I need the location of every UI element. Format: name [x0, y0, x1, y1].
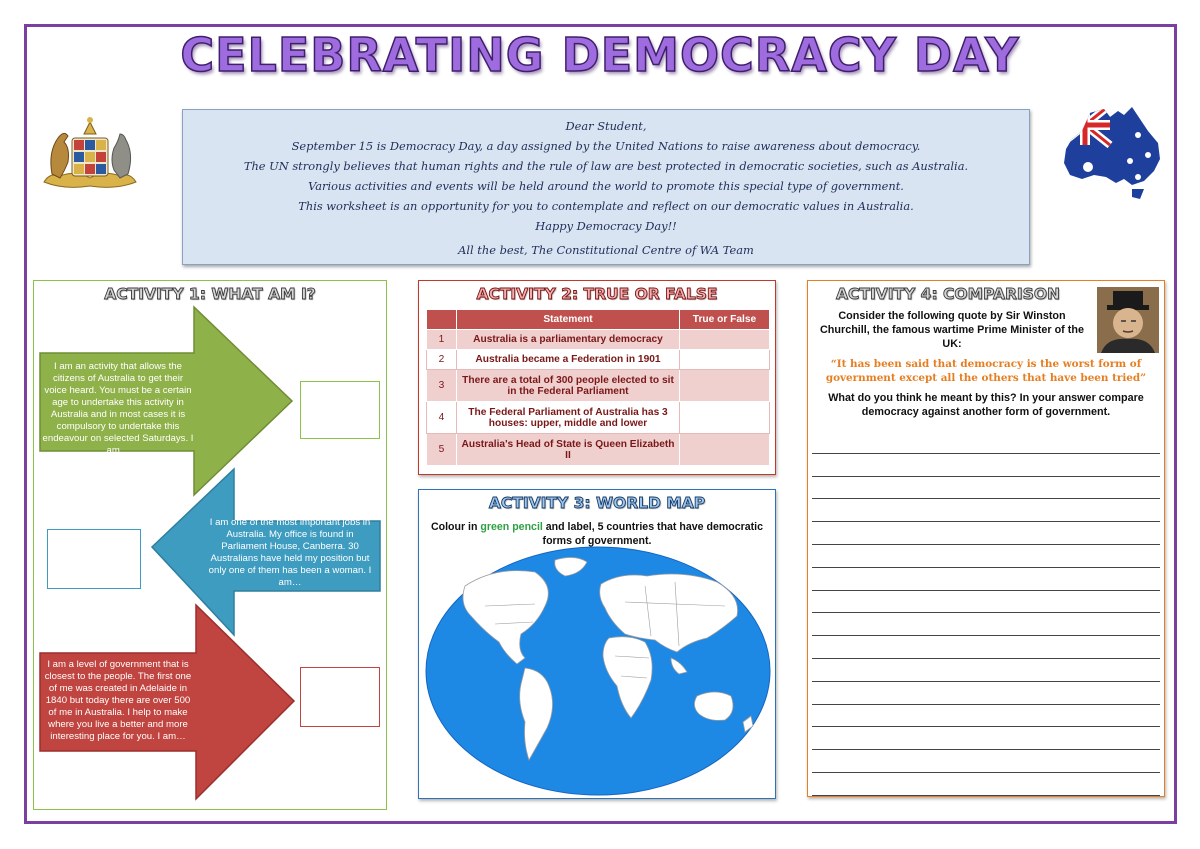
writing-lines[interactable] — [812, 431, 1160, 796]
letter-line: Various activities and events will be held around the world to promote this special type of government. — [308, 179, 904, 193]
writing-line[interactable] — [812, 659, 1160, 682]
column-header — [427, 310, 457, 330]
letter-line: This worksheet is an opportunity for you to contemplate and reflect on our democratic values in Australia. — [298, 199, 914, 213]
writing-line[interactable] — [812, 636, 1160, 659]
quote-intro: Consider the following quote by Sir Winston Churchill, the famous wartime Prime Minister of the UK: — [820, 310, 1084, 350]
writing-line[interactable] — [812, 727, 1160, 750]
writing-line[interactable] — [812, 477, 1160, 500]
writing-line[interactable] — [812, 545, 1160, 568]
table-row — [427, 350, 770, 370]
answer-cell[interactable] — [680, 350, 770, 370]
activity-2-panel — [418, 280, 776, 475]
row-number: 2 — [427, 350, 457, 370]
statement-cell: Australia became a Federation in 1901 — [457, 350, 680, 370]
activity-1-heading: ACTIVITY 1: WHAT AM I? — [104, 285, 316, 303]
letter-line: Happy Democracy Day!! — [535, 219, 677, 233]
clue-1-text: I am an activity that allows the citizens of Australia to get their voice heard. You must be a certain age to undertake this activity in Australia and in most cases it is compulsory to undertake this endeavour on selected Saturdays. I am… — [42, 361, 194, 456]
writing-line[interactable] — [812, 773, 1160, 796]
churchill-portrait-icon — [1097, 287, 1159, 353]
churchill-quote: “It has been said that democracy is the worst form of government except all the others that have been tried” — [825, 358, 1147, 384]
table-row — [427, 370, 770, 402]
map-instruction — [419, 520, 775, 548]
activity-4-heading: ACTIVITY 4: COMPARISON — [836, 285, 1060, 303]
clue-2-text: I am one of the most important jobs in Australia. My office is found in Parliament House, Canberra. 30 Australians have held my position but only one of them has been a woman. I am… — [208, 517, 372, 588]
letter-line: The UN strongly believes that human rights and the rule of law are best protected in democratic societies, such as Australia. — [243, 159, 969, 173]
answer-cell[interactable] — [680, 402, 770, 434]
column-header: True or False — [680, 310, 770, 330]
welcome-letter — [182, 109, 1030, 265]
answer-box-3[interactable] — [300, 667, 380, 727]
comparison-question: What do you think he meant by this? In your answer compare democracy against another form of government. — [828, 392, 1144, 418]
answer-box-2[interactable] — [47, 529, 141, 589]
writing-line[interactable] — [812, 499, 1160, 522]
statement-cell: There are a total of 300 people elected to sit in the Federal Parliament — [457, 370, 680, 402]
answer-cell[interactable] — [680, 330, 770, 350]
writing-line[interactable] — [812, 431, 1160, 454]
world-map-icon[interactable] — [425, 546, 771, 796]
activity-4-panel — [807, 280, 1165, 797]
writing-line[interactable] — [812, 522, 1160, 545]
activity-3-heading: ACTIVITY 3: WORLD MAP — [488, 494, 706, 512]
column-header: Statement — [457, 310, 680, 330]
writing-line[interactable] — [812, 591, 1160, 614]
coat-of-arms-icon — [34, 112, 146, 198]
clue-3-text: I am a level of government that is closest to the people. The first one of me was created in Adelaide in 1840 but today there are over 500 of me in Australia. I help to make where you live a better and more interesting place for you. I am… — [44, 659, 192, 742]
answer-cell[interactable] — [680, 434, 770, 466]
statement-cell: Australia's Head of State is Queen Elizabeth II — [457, 434, 680, 466]
row-number: 3 — [427, 370, 457, 402]
writing-line[interactable] — [812, 705, 1160, 728]
writing-line[interactable] — [812, 613, 1160, 636]
instruction-text: Colour in — [430, 521, 481, 533]
page-title: CELEBRATING DEMOCRACY DAY — [180, 28, 1020, 82]
writing-line[interactable] — [812, 750, 1160, 773]
letter-signoff: All the best, The Constitutional Centre of WA Team — [458, 243, 754, 257]
writing-line[interactable] — [812, 454, 1160, 477]
writing-line[interactable] — [812, 682, 1160, 705]
row-number: 5 — [427, 434, 457, 466]
statement-cell: The Federal Parliament of Australia has 3 houses: upper, middle and lower — [457, 402, 680, 434]
row-number: 4 — [427, 402, 457, 434]
table-row — [427, 434, 770, 466]
australia-flag-map-icon — [1060, 105, 1164, 201]
activity-1-panel — [33, 280, 387, 810]
instruction-text: and label, 5 countries that have democratic forms of government. — [542, 521, 764, 547]
letter-line: September 15 is Democracy Day, a day assigned by the United Nations to raise awareness about democracy. — [291, 139, 921, 153]
activity-3-panel — [418, 489, 776, 799]
table-row — [427, 330, 770, 350]
row-number: 1 — [427, 330, 457, 350]
answer-box-1[interactable] — [300, 381, 380, 439]
letter-greeting: Dear Student, — [565, 119, 647, 133]
table-row — [427, 402, 770, 434]
activity-2-heading: ACTIVITY 2: TRUE OR FALSE — [476, 285, 718, 303]
writing-line[interactable] — [812, 568, 1160, 591]
statement-cell: Australia is a parliamentary democracy — [457, 330, 680, 350]
answer-cell[interactable] — [680, 370, 770, 402]
instruction-highlight: green pencil — [480, 521, 543, 533]
true-false-table — [426, 309, 770, 466]
